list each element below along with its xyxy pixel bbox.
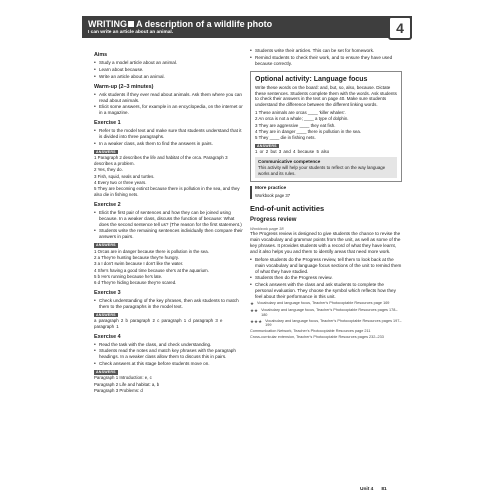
answer-line: Paragraph 1 Introduction: e, c	[94, 375, 152, 381]
activity-item: 4 They are in danger ____ there is pollution in the sea.	[255, 129, 362, 135]
answer-line: 1 Paragraph 2 describes the life and habitat of the orca. Paragraph 3 describes a problem.	[94, 155, 228, 166]
list-item: • Check answers at this stage before students move on.	[94, 361, 244, 367]
list-item: • Check answers with the class and ask students to complete the personal evaluation. They choose the symbol which reflects how they feel about their performance in this unit.	[250, 282, 402, 300]
resource-line: ★★★ Vocabulary and language focus, Teacher's Photocopiable Resources pages 197–199	[250, 318, 402, 328]
answers-label: ANSWERS	[96, 369, 116, 374]
page-header	[82, 16, 412, 38]
more-practice	[250, 186, 402, 199]
end-of-unit-heading: End-of-unit activities	[250, 204, 325, 214]
exercise-1-answers	[94, 155, 244, 197]
answer-line: 2 a They're hunting because they're hungry.	[94, 254, 179, 260]
exercise-2-answers	[94, 249, 244, 286]
exercise-2-list	[94, 210, 244, 241]
resource-line: Cross-curricular extension, Teacher's Photocopiable Resources pages 232–233	[250, 335, 384, 340]
list-item: • Students write the remaining sentences individually then compare their answers in pairs.	[94, 228, 244, 240]
page-footer	[360, 487, 387, 493]
answer-line: Paragraph 3 Problems: d	[94, 387, 143, 393]
list-item: • Remind students to check their work, and to ensure they have used because correctly.	[250, 55, 402, 67]
activity-item: 1 These animals are orcas ____ 'killer whales'.	[255, 110, 346, 116]
resource-line: ★ Vocabulary and language focus, Teacher's Photocopiable Resources page 169	[250, 300, 390, 306]
communicative-competence-text: This activity will help your students to reflect on the way language works and its rules.	[258, 164, 386, 176]
progress-review-sub: Workbook page 38	[250, 225, 284, 231]
left-column	[94, 48, 244, 394]
optional-activity-heading: Optional activity: Language focus	[255, 75, 368, 83]
answers-label: ANSWERS	[257, 143, 277, 148]
answers-label: ANSWERS	[96, 149, 116, 154]
aims-heading: Aims	[94, 52, 108, 58]
answer-line: 3 a I don't swim because I don't like the water.	[94, 261, 184, 267]
list-item: • Read the task with the class, and check understanding.	[94, 342, 244, 348]
communicative-competence-heading: Communicative competence	[258, 158, 321, 164]
star-icon: ★	[250, 300, 255, 306]
resource-line: Communication Network, Teacher's Photocopiable Resources page 211	[250, 329, 371, 334]
answer-line: 2 Yes, they do.	[94, 167, 123, 173]
exercise-1-heading: Exercise 1	[94, 120, 121, 127]
list-item: • Students read the notes and match key phrases with the paragraph headings. In a weaker class allow them to discuss this in pairs.	[94, 348, 244, 360]
communicative-competence-box	[255, 157, 397, 178]
star-icon: ★★★	[250, 318, 263, 324]
progress-review-list	[250, 257, 402, 300]
activity-item: 5 They ____ die in fishing nets.	[255, 135, 316, 141]
answer-line: 6 d They're hiding because they're scared.	[94, 280, 177, 286]
section-title: WRITING A description of a wildlife photo	[88, 19, 273, 29]
list-item: • Students then do the Progress review.	[250, 275, 402, 281]
top-bullets	[250, 48, 402, 67]
warmup-heading: Warm-up (2–3 minutes)	[94, 83, 154, 90]
unit-number-badge: 4	[388, 16, 412, 40]
square-icon	[128, 21, 134, 27]
unit-label: Unit 4	[360, 487, 374, 492]
answer-line: 3 Fish, squid, seals and turtles.	[94, 173, 155, 179]
list-item: • Learn about because.	[94, 67, 244, 73]
exercise-1-list	[94, 128, 244, 147]
optional-activity-answers: 1 or 2 but 3 and 4 because 5 also	[255, 149, 330, 155]
answer-line: Paragraph 2 Life and habitat: a, b	[94, 381, 160, 387]
activity-item: 3 They are aggressive ____ they eat fish.	[255, 122, 336, 128]
list-item: • Study a model article about an animal.	[94, 60, 244, 66]
resource-line: ★★ Vocabulary and language focus, Teacher's Photocopiable Resources pages 178–180	[250, 307, 398, 317]
answer-line: 4 She's having a good time because she's at the aquarium.	[94, 267, 209, 273]
list-item: • Refer to the model text and make sure that students understand that it is divided into three paragraphs.	[94, 128, 244, 140]
answer-line: 5 b He's running because he's late.	[94, 273, 163, 279]
answer-line: 5 They are becoming extinct because there is pollution in the sea, and they also die in fishing nets.	[94, 186, 240, 197]
more-practice-text: Workbook page 37	[255, 192, 291, 198]
exercise-3-answers: a paragraph 2 b paragraph 2 c paragraph 1 d paragraph 3 e paragraph 1	[94, 318, 223, 329]
exercise-3-list	[94, 298, 244, 310]
progress-review-heading: Progress review	[250, 216, 297, 223]
warmup-list	[94, 92, 244, 117]
activity-item: 2 An orca is not a whale; ____ a type of dolphin.	[255, 116, 349, 122]
progress-review-text: The Progress review is designed to give students the chance to revise the main vocabulary and grammar points from the unit, as well as some of the key phrases. It provides students with a record of what they have learnt, and it also helps you and them to identify areas that need more work.	[250, 230, 401, 254]
list-item: • Check understanding of the key phrases, then ask students to match them to the paragraphs in the model text.	[94, 298, 244, 310]
exercise-4-answers	[94, 375, 244, 393]
exercise-2-heading: Exercise 2	[94, 201, 121, 208]
section-subtitle: I can write an article about an animal.	[88, 30, 174, 35]
exercise-3-heading: Exercise 3	[94, 289, 121, 296]
exercise-4-list	[94, 342, 244, 367]
list-item: • Elicit some answers, for example in an encyclopedia, on the internet or in a magazine.	[94, 104, 244, 116]
aims-list	[94, 60, 244, 80]
exercise-4-heading: Exercise 4	[94, 333, 121, 340]
page-number: 81	[381, 487, 387, 492]
list-item: • In a weaker class, ask them to find the answers in pairs.	[94, 141, 244, 147]
list-item: • Write an article about an animal.	[94, 74, 244, 80]
list-item: • Ask students if they ever read about animals. Ask them where you can read about animals.	[94, 92, 244, 104]
list-item: • Before students do the Progress review, tell them to look back at the main vocabulary and language focus sections of the unit to remind them of what they have studied.	[250, 257, 402, 275]
list-item: • Students write their articles. This can be set for homework.	[250, 48, 402, 54]
answers-label: ANSWERS	[96, 243, 116, 248]
more-practice-heading: More practice	[255, 186, 287, 192]
star-icon: ★★	[250, 307, 259, 313]
answers-label: ANSWERS	[96, 312, 116, 317]
answer-line: 1 Orcas are in danger because there is pollution in the sea.	[94, 248, 209, 254]
answer-line: 4 Every two or three years.	[94, 179, 147, 185]
optional-activity-box	[250, 71, 402, 183]
list-item: • Elicit the first pair of sentences and how they can be joined using because. In a weaker class, discuss the function of because: What does the second sentence tell us? (The reason for the first statement.)	[94, 210, 244, 228]
optional-activity-text: Write these words on the board: and, but, so, also, because. Dictate these sentences. Students complete them with the words. Ask students to check their answers in the text on page 40. Make sure students understand the difference between the different linking words.	[255, 84, 397, 108]
right-column	[250, 48, 402, 341]
